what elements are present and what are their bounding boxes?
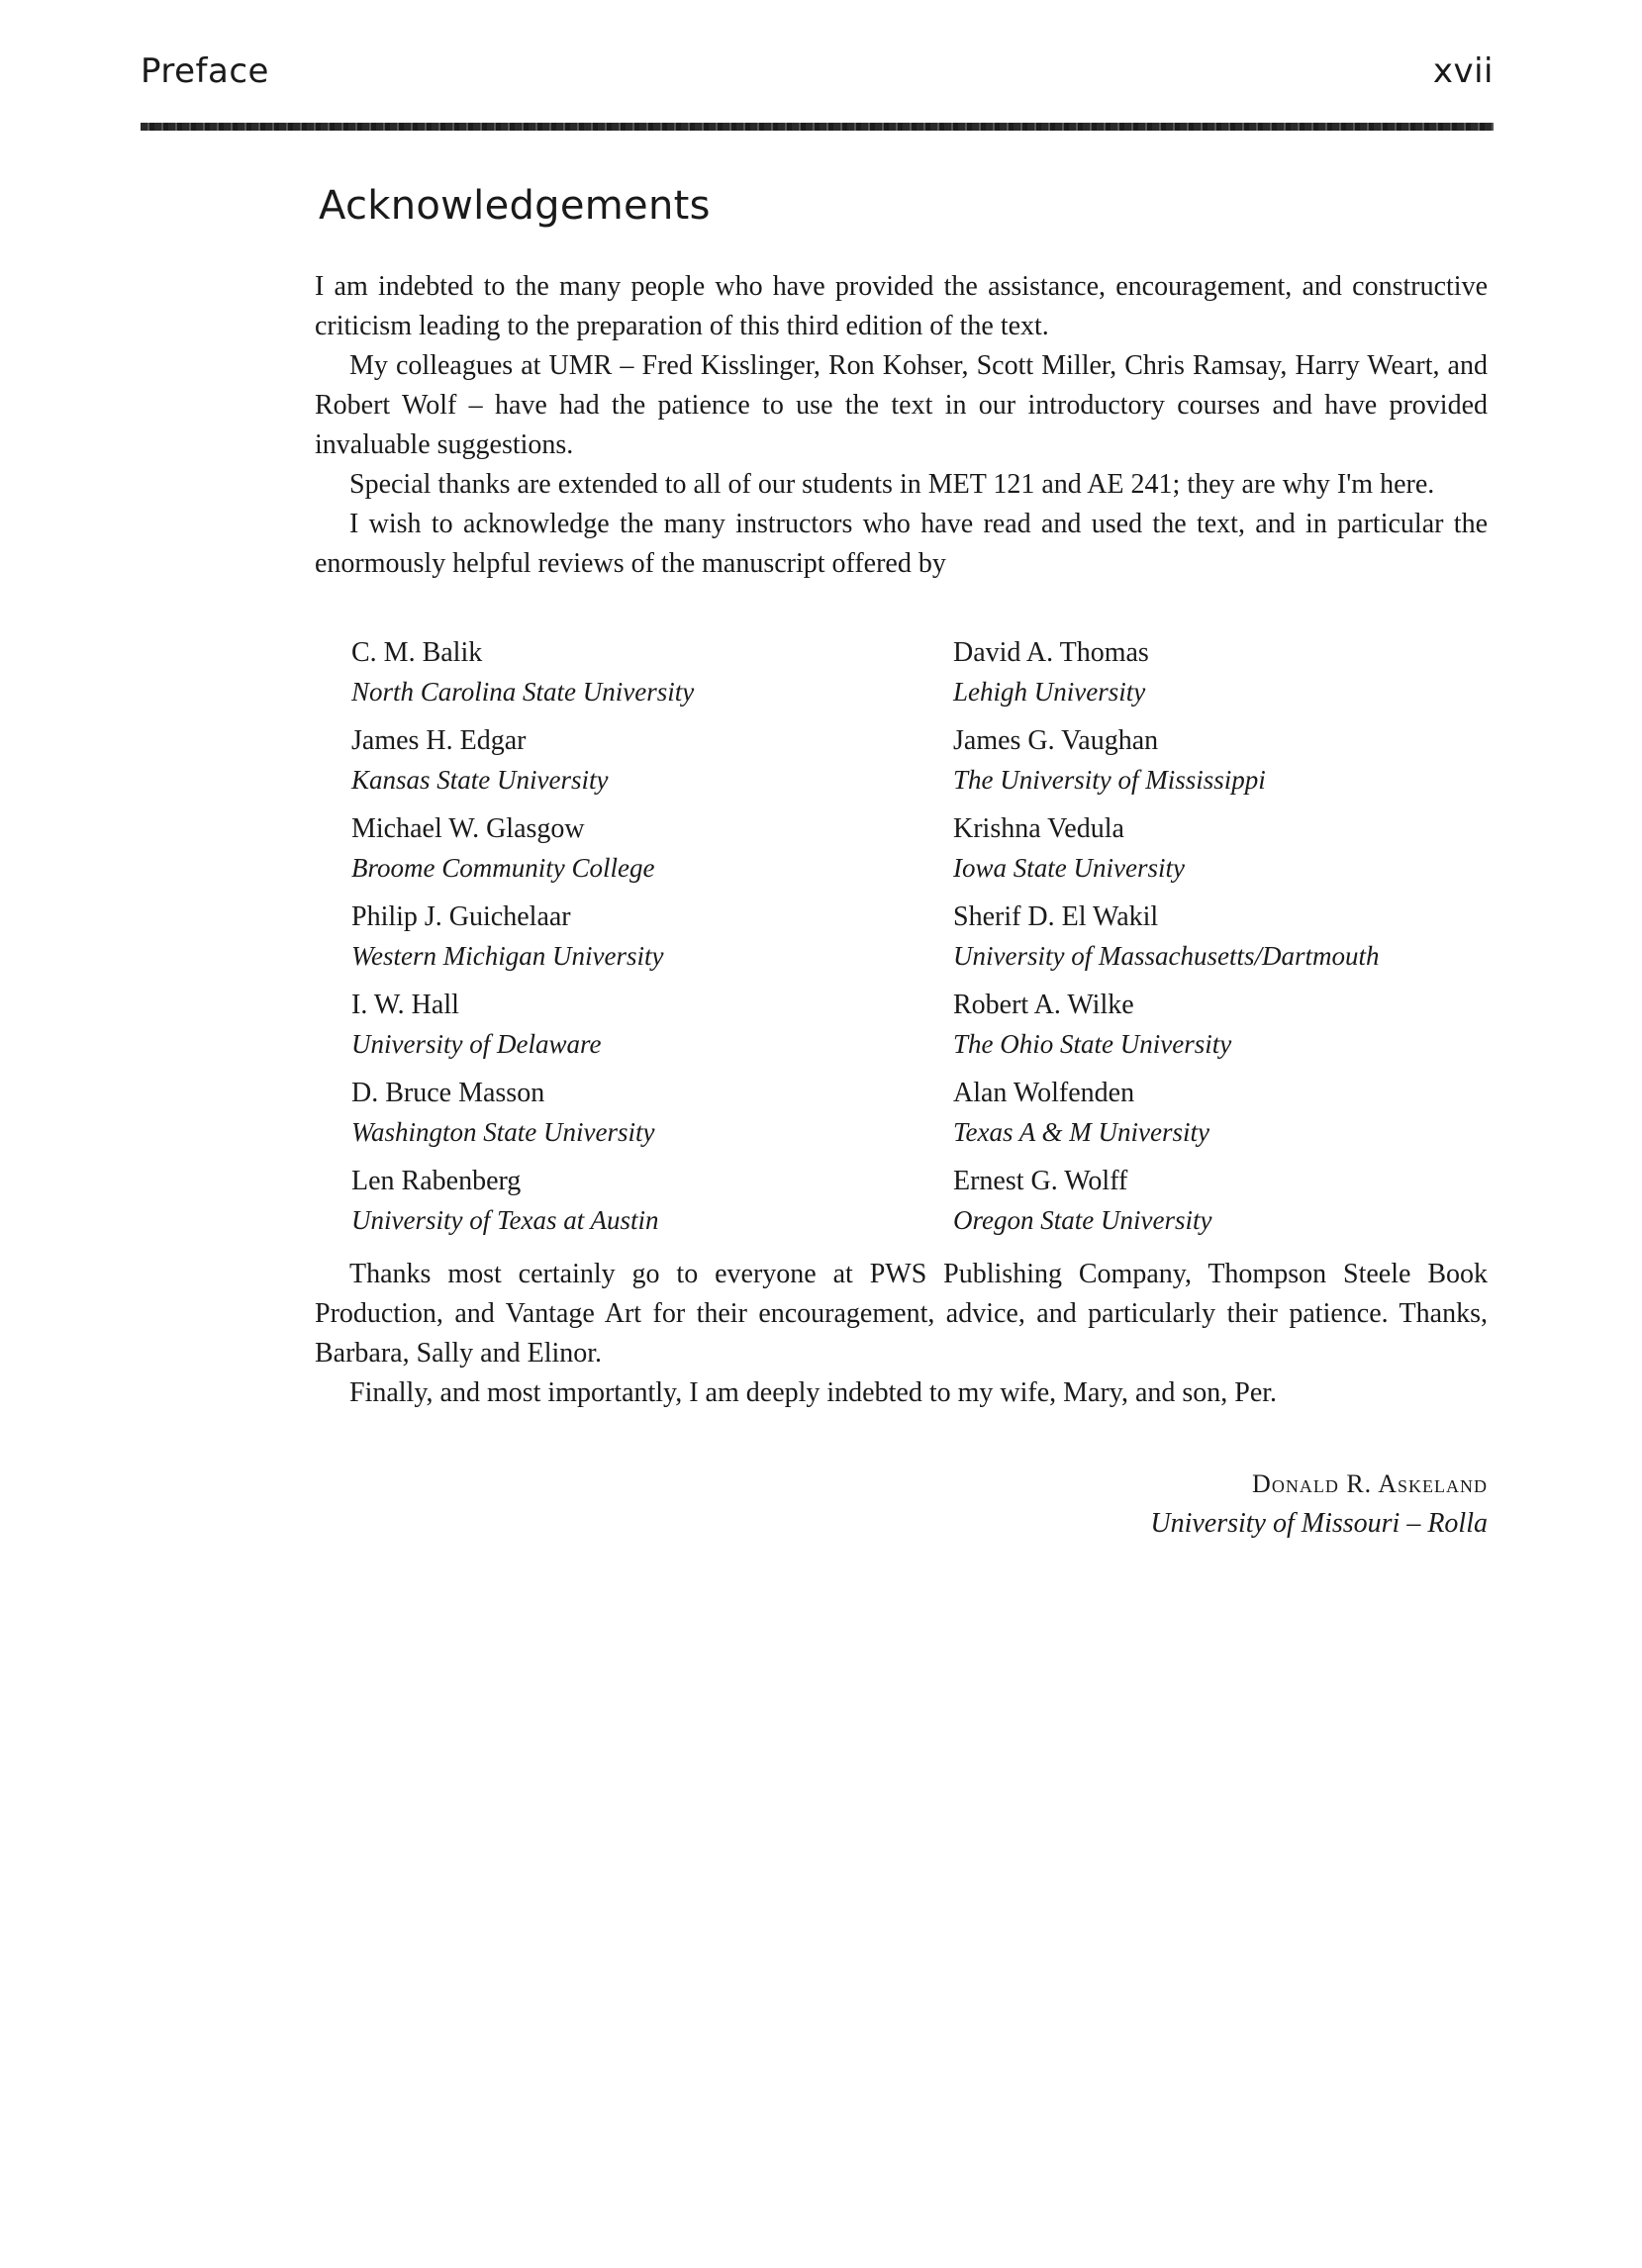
reviewer-name: D. Bruce Masson <box>351 1078 545 1108</box>
paragraph: I am indebted to the many people who have provided the assistance, encouragement, and constructive criticism leading to the preparation of this third edition of the text. <box>315 271 1488 341</box>
reviewer-institution: Kansas State University <box>351 765 609 795</box>
reviewer-entry <box>351 721 694 809</box>
reviewer-name: Ernest G. Wolff <box>953 1166 1128 1196</box>
reviewer-name: Philip J. Guichelaar <box>351 901 571 932</box>
reviewer-name: Len Rabenberg <box>351 1166 522 1196</box>
reviewer-institution: Western Michigan University <box>351 941 664 971</box>
author-institution: University of Missouri – Rolla <box>1150 1508 1488 1539</box>
reviewer-entry <box>953 809 1379 898</box>
reviewer-institution: Iowa State University <box>953 853 1185 883</box>
reviewer-name: Alan Wolfenden <box>953 1078 1135 1108</box>
paragraph: I wish to acknowledge the many instructors who have read and used the text, and in particular the enormously helpful reviews of the manuscript offered by <box>315 509 1488 579</box>
reviewer-institution: University of Delaware <box>351 1029 602 1059</box>
reviewer-name: David A. Thomas <box>953 637 1149 668</box>
reviewer-entry <box>953 721 1379 809</box>
paragraph: Finally, and most importantly, I am deeply indebted to my wife, Mary, and son, Per. <box>349 1377 1278 1408</box>
reviewer-entry <box>351 1074 694 1162</box>
reviewer-name: Krishna Vedula <box>953 813 1124 844</box>
reviewer-name: C. M. Balik <box>351 637 483 668</box>
reviewer-entry <box>351 898 694 986</box>
reviewer-institution: Broome Community College <box>351 853 655 883</box>
author-name: Donald R. Askeland <box>1252 1469 1488 1498</box>
reviewer-name: James H. Edgar <box>351 725 527 756</box>
reviewer-name: Robert A. Wilke <box>953 990 1134 1020</box>
reviewer-entry <box>351 633 694 721</box>
reviewer-name: Michael W. Glasgow <box>351 813 585 844</box>
intro-text <box>315 267 1488 584</box>
reviewer-institution: University of Texas at Austin <box>351 1205 659 1235</box>
paragraph: Special thanks are extended to all of our students in MET 121 and AE 241; they are why I'm here. <box>349 469 1435 500</box>
reviewer-entry <box>953 986 1379 1074</box>
paragraph: My colleagues at UMR – Fred Kisslinger, Ron Kohser, Scott Miller, Chris Ramsay, Harry Weart, and Robert Wolf – have had the patience to use the text in our introductory courses and have provided invaluable suggestions. <box>315 350 1488 460</box>
reviewer-institution: Oregon State University <box>953 1205 1212 1235</box>
closing-text <box>315 1255 1488 1413</box>
reviewer-institution: Washington State University <box>351 1117 655 1147</box>
reviewer-institution: North Carolina State University <box>351 677 695 707</box>
reviewer-institution: The Ohio State University <box>953 1029 1232 1059</box>
reviewer-entry <box>953 1074 1379 1162</box>
reviewer-entry <box>351 1162 694 1250</box>
reviewer-entry <box>953 633 1379 721</box>
reviewer-entry <box>351 986 694 1074</box>
reviewer-entry <box>953 1162 1379 1250</box>
reviewer-institution: University of Massachusetts/Dartmouth <box>953 941 1380 971</box>
page-title: Acknowledgements <box>319 183 711 229</box>
reviewer-name: I. W. Hall <box>351 990 459 1020</box>
reviewer-entry <box>953 898 1379 986</box>
reviewer-institution: The University of Mississippi <box>953 765 1266 795</box>
page-number: xvii <box>1432 51 1494 91</box>
reviewer-column-right <box>953 633 1379 1250</box>
running-head <box>141 51 1494 101</box>
reviewer-column-left <box>351 633 694 1250</box>
paragraph: Thanks most certainly go to everyone at PWS Publishing Company, Thompson Steele Book Production, and Vantage Art for their encouragement, advice, and particularly their patience. Thanks, Barbara, Sally and Elinor. <box>315 1259 1488 1369</box>
reviewer-name: Sherif D. El Wakil <box>953 901 1159 932</box>
header-rule <box>141 123 1494 131</box>
reviewer-institution: Lehigh University <box>953 677 1146 707</box>
reviewer-entry <box>351 809 694 898</box>
reviewer-institution: Texas A & M University <box>953 1117 1209 1147</box>
reviewer-name: James G. Vaughan <box>953 725 1159 756</box>
signature-block <box>1150 1465 1488 1544</box>
section-title: Preface <box>141 51 269 91</box>
